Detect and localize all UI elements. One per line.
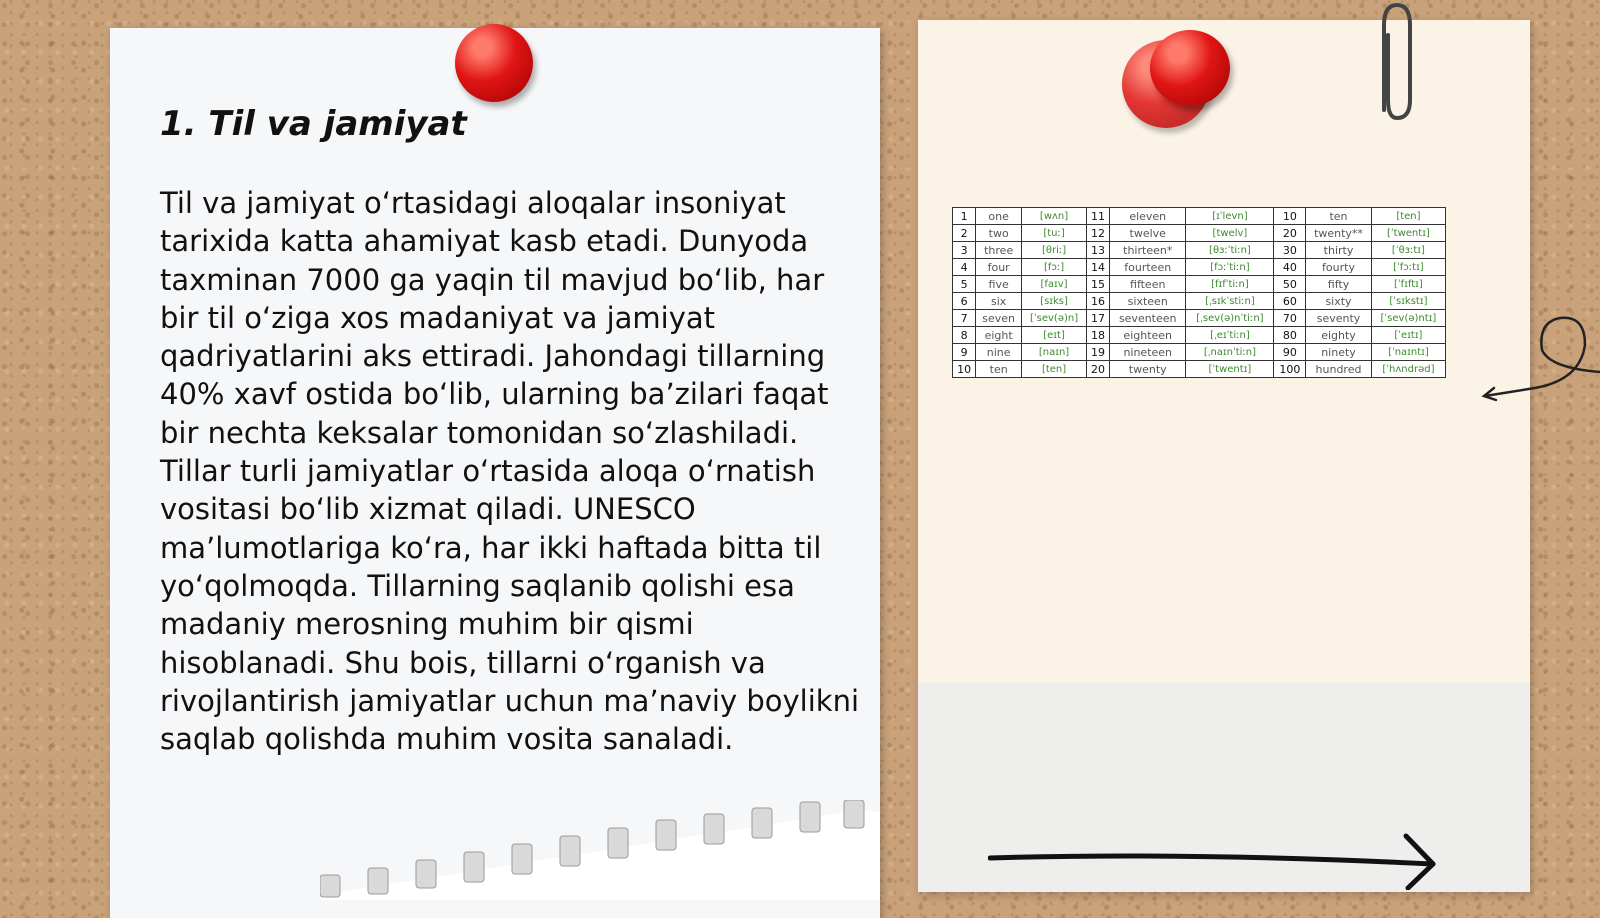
word-cell: ten	[1306, 208, 1372, 225]
number-cell: 5	[953, 276, 976, 293]
word-cell: ninety	[1306, 344, 1372, 361]
number-cell: 19	[1086, 344, 1109, 361]
transcription-cell: [ˈtwentɪ]	[1371, 225, 1445, 242]
arrow-right-icon	[988, 830, 1448, 890]
word-cell: seventy	[1306, 310, 1372, 327]
torn-paper-edge	[320, 800, 880, 900]
number-cell: 8	[953, 327, 976, 344]
table-row	[953, 208, 1446, 225]
transcription-cell: [ˈsev(ə)ntɪ]	[1371, 310, 1445, 327]
table-row	[953, 327, 1446, 344]
word-cell: seventeen	[1110, 310, 1186, 327]
word-cell: four	[976, 259, 1022, 276]
word-cell: thirty	[1306, 242, 1372, 259]
transcription-cell: [ˈnaɪntɪ]	[1371, 344, 1445, 361]
word-cell: twenty	[1110, 361, 1186, 378]
transcription-cell: [wʌn]	[1022, 208, 1087, 225]
transcription-cell: [ˈfɪftɪ]	[1371, 276, 1445, 293]
word-cell: two	[976, 225, 1022, 242]
number-cell: 2	[953, 225, 976, 242]
number-cell: 1	[953, 208, 976, 225]
transcription-cell: [tuː]	[1022, 225, 1087, 242]
doodle-loop-arrow	[1480, 310, 1600, 410]
number-cell: 16	[1086, 293, 1109, 310]
transcription-cell: [ˈeɪtɪ]	[1371, 327, 1445, 344]
word-cell: fifty	[1306, 276, 1372, 293]
transcription-cell: [ˈsɪkstɪ]	[1371, 293, 1445, 310]
transcription-cell: [ˈtwentɪ]	[1186, 361, 1274, 378]
table-row	[953, 361, 1446, 378]
word-cell: hundred	[1306, 361, 1372, 378]
table-row	[953, 259, 1446, 276]
number-cell: 10	[953, 361, 976, 378]
number-cell: 13	[1086, 242, 1109, 259]
transcription-cell: [twelv]	[1186, 225, 1274, 242]
number-cell: 70	[1274, 310, 1306, 327]
number-cell: 60	[1274, 293, 1306, 310]
word-cell: sixty	[1306, 293, 1372, 310]
word-cell: twenty**	[1306, 225, 1372, 242]
number-cell: 3	[953, 242, 976, 259]
number-cell: 15	[1086, 276, 1109, 293]
number-cell: 12	[1086, 225, 1109, 242]
transcription-cell: [θɜːˈtiːn]	[1186, 242, 1274, 259]
transcription-cell: [ten]	[1371, 208, 1445, 225]
push-pin-icon	[1150, 30, 1230, 106]
number-cell: 20	[1274, 225, 1306, 242]
number-cell: 20	[1086, 361, 1109, 378]
number-cell: 6	[953, 293, 976, 310]
word-cell: thirteen*	[1110, 242, 1186, 259]
word-cell: seven	[976, 310, 1022, 327]
table-row	[953, 276, 1446, 293]
number-cell: 40	[1274, 259, 1306, 276]
number-cell: 50	[1274, 276, 1306, 293]
transcription-cell: [ˌnaɪnˈtiːn]	[1186, 344, 1274, 361]
number-cell: 11	[1086, 208, 1109, 225]
word-cell: fourteen	[1110, 259, 1186, 276]
right-note-paper	[918, 20, 1530, 892]
transcription-cell: [fɔː]	[1022, 259, 1087, 276]
word-cell: fifteen	[1110, 276, 1186, 293]
number-cell: 9	[953, 344, 976, 361]
number-cell: 90	[1274, 344, 1306, 361]
table-row	[953, 293, 1446, 310]
transcription-cell: [fɔːˈtiːn]	[1186, 259, 1274, 276]
word-cell: sixteen	[1110, 293, 1186, 310]
transcription-cell: [ɪˈlevn]	[1186, 208, 1274, 225]
number-cell: 7	[953, 310, 976, 327]
transcription-cell: [ˌeɪˈtiːn]	[1186, 327, 1274, 344]
table-row	[953, 242, 1446, 259]
transcription-cell: [ˌsɪkˈstiːn]	[1186, 293, 1274, 310]
word-cell: twelve	[1110, 225, 1186, 242]
word-cell: eight	[976, 327, 1022, 344]
transcription-cell: [θriː]	[1022, 242, 1087, 259]
transcription-cell: [eɪt]	[1022, 327, 1087, 344]
word-cell: eleven	[1110, 208, 1186, 225]
word-cell: six	[976, 293, 1022, 310]
table-row	[953, 225, 1446, 242]
transcription-cell: [ˈhʌndrəd]	[1371, 361, 1445, 378]
transcription-cell: [faɪv]	[1022, 276, 1087, 293]
transcription-cell: [ˈfɔːtɪ]	[1371, 259, 1445, 276]
transcription-cell: [naɪn]	[1022, 344, 1087, 361]
word-cell: eighteen	[1110, 327, 1186, 344]
number-cell: 4	[953, 259, 976, 276]
transcription-cell: [ˈsev(ə)n]	[1022, 310, 1087, 327]
transcription-cell: [ˈθɜːtɪ]	[1371, 242, 1445, 259]
number-cell: 100	[1274, 361, 1306, 378]
word-cell: three	[976, 242, 1022, 259]
word-cell: five	[976, 276, 1022, 293]
transcription-cell: [ten]	[1022, 361, 1087, 378]
number-cell: 17	[1086, 310, 1109, 327]
word-cell: nineteen	[1110, 344, 1186, 361]
number-cell: 18	[1086, 327, 1109, 344]
word-cell: ten	[976, 361, 1022, 378]
table-row	[953, 344, 1446, 361]
number-cell: 14	[1086, 259, 1109, 276]
body-paragraph: Til va jamiyat o‘rtasidagi aloqalar insoniyat tarixida katta ahamiyat kasb etadi. Dunyoda taxminan 7000 ga yaqin til mavjud bo‘lib, har bir til o‘ziga xos madaniyat va jamiyat qadriyatlarini aks ettiradi. Jahondagi tillarning 40% xavf ostida bo‘lib, ularning ba’zilari faqat bir nechta keksalar tomonidan so‘zlashiladi. Tillar turli jamiyatlar o‘rtasida aloqa o‘rnatish vositasi bo‘lib xizmat qiladi. UNESCO ma’lumotlariga ko‘ra, har ikki haftada bitta til yo‘qolmoqda. Tillarning saqlanib qolishi esa madaniy merosning muhim bir qismi hisoblanadi. Shu bois, tillarni o‘rganish va rivojlantirish jamiyatlar uchun ma’naviy boylikni saqlab qolishda muhim vosita sanaladi.	[160, 186, 860, 757]
word-cell: nine	[976, 344, 1022, 361]
word-cell: one	[976, 208, 1022, 225]
paper-clip-icon	[1372, 0, 1422, 125]
number-cell: 80	[1274, 327, 1306, 344]
number-cell: 30	[1274, 242, 1306, 259]
transcription-cell: [sɪks]	[1022, 293, 1087, 310]
push-pin-icon	[455, 24, 533, 102]
number-table	[952, 207, 1446, 378]
transcription-cell: [fɪfˈtiːn]	[1186, 276, 1274, 293]
transcription-cell: [ˌsev(ə)nˈtiːn]	[1186, 310, 1274, 327]
number-cell: 10	[1274, 208, 1306, 225]
page-title: 1. Til va jamiyat	[160, 104, 467, 144]
word-cell: eighty	[1306, 327, 1372, 344]
word-cell: fourty	[1306, 259, 1372, 276]
table-row	[953, 310, 1446, 327]
